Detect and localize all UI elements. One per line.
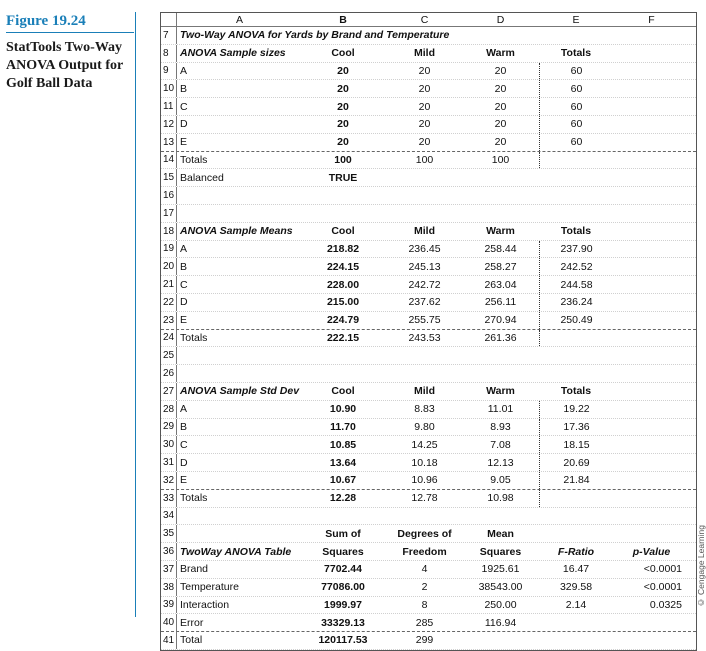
- cell-b[interactable]: 10.67: [329, 474, 357, 487]
- table-row: [161, 543, 696, 561]
- cell-e[interactable]: F-Ratio: [557, 545, 595, 558]
- table-row: [161, 472, 696, 490]
- cell-c[interactable]: Freedom: [402, 545, 447, 558]
- cell-a[interactable]: Balanced: [180, 171, 224, 184]
- cell-d[interactable]: 20: [494, 82, 507, 95]
- cell-d[interactable]: 9.05: [490, 474, 511, 487]
- cell-c[interactable]: 243.53: [408, 331, 441, 344]
- cell-a[interactable]: [177, 365, 299, 382]
- row-number[interactable]: 22: [161, 294, 177, 311]
- cell-b[interactable]: 10.90: [329, 403, 357, 416]
- cell-a[interactable]: B: [180, 420, 188, 433]
- row-number[interactable]: 13: [161, 134, 177, 151]
- cell-b[interactable]: 1999.97: [324, 598, 362, 611]
- cell-e[interactable]: 60: [539, 116, 613, 133]
- cell-b[interactable]: 228.00: [326, 278, 360, 291]
- cell-a[interactable]: Totals: [180, 153, 208, 166]
- row-number[interactable]: 7: [161, 27, 177, 44]
- cell-c[interactable]: [387, 365, 462, 382]
- cell-a[interactable]: D: [180, 118, 188, 131]
- cell-b[interactable]: 77086.00: [321, 581, 365, 594]
- cell-f[interactable]: [613, 383, 690, 400]
- row-number[interactable]: 15: [161, 169, 177, 186]
- cell-b[interactable]: 11.70: [330, 420, 356, 433]
- cell-a[interactable]: A: [180, 242, 188, 255]
- cell-e[interactable]: [539, 152, 613, 169]
- cell-d[interactable]: [462, 365, 539, 382]
- figure-caption-panel: [6, 13, 134, 93]
- table-row: [161, 312, 696, 330]
- table-row: [161, 365, 696, 383]
- cell-c[interactable]: [387, 508, 462, 525]
- cell-e[interactable]: [539, 187, 613, 204]
- row-number[interactable]: 25: [161, 347, 177, 364]
- cell-e[interactable]: [539, 365, 613, 382]
- cell-a[interactable]: [177, 508, 299, 525]
- cell-e[interactable]: [539, 632, 613, 649]
- cell-f[interactable]: [613, 401, 690, 418]
- cell-a[interactable]: Temperature: [180, 581, 239, 594]
- row-number[interactable]: 31: [161, 454, 177, 471]
- cell-e[interactable]: Totals: [560, 47, 592, 60]
- cell-f[interactable]: [613, 330, 690, 347]
- cell-d[interactable]: [462, 205, 539, 222]
- cell-c[interactable]: [387, 347, 462, 364]
- table-row: [161, 276, 696, 294]
- cell-c[interactable]: 10.96: [411, 474, 438, 487]
- cell-f[interactable]: [613, 80, 690, 97]
- row-number[interactable]: 11: [161, 98, 177, 115]
- table-row: [161, 187, 696, 205]
- cell-b[interactable]: Cool: [331, 47, 355, 60]
- cell-a[interactable]: C: [180, 100, 188, 113]
- cell-b[interactable]: 7702.44: [324, 563, 362, 576]
- cell-f[interactable]: [613, 258, 690, 275]
- cell-a[interactable]: B: [180, 260, 188, 273]
- cell-c[interactable]: Degrees of: [397, 527, 452, 540]
- cell-b[interactable]: 20: [337, 136, 349, 149]
- cell-a[interactable]: ANOVA Sample Means: [180, 225, 293, 238]
- table-row: [161, 80, 696, 98]
- cell-b[interactable]: Sum of: [325, 527, 361, 540]
- cell-f[interactable]: [613, 98, 690, 115]
- table-row: [161, 579, 696, 597]
- cell-b[interactable]: 20: [337, 82, 349, 95]
- figure-title: Figure 19.24: [6, 13, 134, 33]
- cell-d[interactable]: 100: [491, 153, 510, 166]
- cell-e[interactable]: 242.52: [539, 258, 613, 275]
- cell-e[interactable]: [539, 525, 613, 542]
- cell-e[interactable]: 20.69: [539, 454, 613, 471]
- row-number[interactable]: 27: [161, 383, 177, 400]
- cell-e[interactable]: 236.24: [539, 294, 613, 311]
- cell-c[interactable]: 10.18: [411, 456, 438, 469]
- cell-f[interactable]: [613, 312, 690, 329]
- table-row: [161, 45, 696, 63]
- cell-e[interactable]: [539, 614, 613, 631]
- cell-a[interactable]: Totals: [180, 492, 208, 505]
- column-header-a[interactable]: A: [235, 13, 243, 26]
- row-number[interactable]: 14: [161, 152, 177, 169]
- cell-b[interactable]: [299, 365, 387, 382]
- table-row: [161, 134, 696, 152]
- table-row: [161, 27, 696, 45]
- table-row: [161, 632, 696, 650]
- cell-e[interactable]: 18.15: [539, 436, 613, 453]
- cell-d[interactable]: 12.13: [487, 456, 514, 469]
- cell-f[interactable]: [613, 116, 690, 133]
- cell-e[interactable]: 329.58: [559, 581, 593, 594]
- cell-d[interactable]: 20: [494, 136, 507, 149]
- cell-b[interactable]: [299, 205, 387, 222]
- cell-e[interactable]: 19.22: [539, 401, 613, 418]
- cell-f[interactable]: [613, 365, 690, 382]
- cell-d[interactable]: 10.98: [487, 492, 514, 505]
- cell-a[interactable]: E: [180, 474, 188, 487]
- table-row: [161, 116, 696, 134]
- cell-e[interactable]: 60: [539, 80, 613, 97]
- table-row: [161, 258, 696, 276]
- cell-b[interactable]: Cool: [331, 225, 355, 238]
- column-header-e[interactable]: E: [572, 13, 580, 26]
- cell-b[interactable]: 218.82: [326, 242, 360, 255]
- column-header-row: [161, 13, 696, 27]
- cell-a[interactable]: A: [180, 403, 188, 416]
- sheet-title-cell[interactable]: Two-Way ANOVA for Yards by Brand and Temperature: [180, 29, 450, 42]
- row-number[interactable]: 35: [161, 525, 177, 542]
- figure-caption: StatTools Two-Way ANOVA Output for Golf Ball Data: [6, 40, 123, 91]
- cell-b[interactable]: 13.64: [329, 456, 357, 469]
- cell-d[interactable]: [462, 347, 539, 364]
- cell-e[interactable]: [539, 490, 613, 507]
- cell-d[interactable]: 1925.61: [481, 563, 520, 576]
- cell-e[interactable]: 244.58: [539, 276, 613, 293]
- cell-f[interactable]: [613, 347, 690, 364]
- cell-a[interactable]: ANOVA Sample Std Dev: [180, 385, 300, 398]
- row-number[interactable]: 34: [161, 508, 177, 525]
- cell-d[interactable]: [462, 632, 539, 649]
- cell-a[interactable]: E: [180, 314, 188, 327]
- table-row: [161, 98, 696, 116]
- cell-a[interactable]: [177, 187, 299, 204]
- column-header-c[interactable]: C: [420, 13, 429, 26]
- cell-d[interactable]: [462, 169, 539, 186]
- cell-d[interactable]: 38543.00: [478, 581, 523, 594]
- cell-e[interactable]: 17.36: [539, 419, 613, 436]
- cell-f[interactable]: [613, 454, 690, 471]
- cell-e[interactable]: 16.47: [562, 563, 590, 576]
- cell-a[interactable]: C: [180, 278, 188, 291]
- row-number[interactable]: 38: [161, 579, 177, 596]
- cell-d[interactable]: 7.08: [490, 438, 511, 451]
- cell-c[interactable]: 8.83: [414, 403, 435, 416]
- row-number[interactable]: 12: [161, 116, 177, 133]
- row-number[interactable]: 23: [161, 312, 177, 329]
- cell-c[interactable]: 14.25: [411, 438, 438, 451]
- row-number[interactable]: 33: [161, 490, 177, 507]
- cell-f[interactable]: [613, 436, 690, 453]
- table-row: [161, 205, 696, 223]
- cell-d[interactable]: Warm: [486, 385, 515, 398]
- cell-d[interactable]: 8.93: [490, 420, 511, 433]
- cell-b[interactable]: Squares: [322, 545, 364, 558]
- table-row: [161, 294, 696, 312]
- table-row: [161, 454, 696, 472]
- cell-a[interactable]: Totals: [180, 331, 208, 344]
- divider: [135, 12, 136, 617]
- cell-a[interactable]: Interaction: [180, 598, 230, 611]
- cell-d[interactable]: 258.44: [484, 242, 517, 255]
- row-number[interactable]: 20: [161, 258, 177, 275]
- cell-e[interactable]: 60: [539, 134, 613, 151]
- cell-f[interactable]: [613, 134, 690, 151]
- cell-c[interactable]: [387, 187, 462, 204]
- cell-f[interactable]: [613, 45, 690, 62]
- cell-e[interactable]: Totals: [560, 225, 592, 238]
- cell-a[interactable]: [177, 347, 299, 364]
- table-row: [161, 597, 696, 615]
- cell-b[interactable]: 10.85: [329, 438, 357, 451]
- cell-c[interactable]: 299: [415, 634, 434, 647]
- cell-c[interactable]: 245.13: [408, 260, 441, 273]
- cell-d[interactable]: [462, 187, 539, 204]
- table-row: [161, 223, 696, 241]
- row-number[interactable]: 41: [161, 632, 177, 649]
- cell-f[interactable]: [613, 525, 690, 542]
- row-number[interactable]: 36: [161, 543, 177, 560]
- table-row: [161, 419, 696, 437]
- cell-f[interactable]: [613, 241, 690, 258]
- cell-a[interactable]: D: [180, 456, 188, 469]
- cell-c[interactable]: 4: [421, 563, 428, 576]
- cell-c[interactable]: 237.62: [408, 296, 441, 309]
- cell-e[interactable]: 60: [539, 98, 613, 115]
- cell-e[interactable]: Totals: [560, 385, 592, 398]
- cell-d[interactable]: [462, 508, 539, 525]
- cell-f[interactable]: p-Value: [632, 545, 671, 558]
- cell-a[interactable]: Error: [180, 616, 204, 629]
- cell-c[interactable]: 20: [418, 82, 431, 95]
- cell-c[interactable]: [387, 205, 462, 222]
- table-row: [161, 490, 696, 508]
- cell-f[interactable]: [613, 187, 690, 204]
- cell-e[interactable]: 60: [539, 63, 613, 80]
- cell-b[interactable]: 12.28: [329, 492, 357, 505]
- row-number[interactable]: 28: [161, 401, 177, 418]
- row-number[interactable]: 9: [161, 63, 177, 80]
- cell-e[interactable]: [539, 169, 613, 186]
- cell-f[interactable]: [613, 276, 690, 293]
- cell-b[interactable]: 20: [337, 118, 349, 131]
- cell-d[interactable]: Squares: [479, 545, 522, 558]
- cell-c[interactable]: 242.72: [408, 278, 441, 291]
- cell-e[interactable]: [539, 205, 613, 222]
- cell-f[interactable]: [613, 152, 690, 169]
- cell-d[interactable]: 258.27: [484, 260, 517, 273]
- cell-a[interactable]: [177, 205, 299, 222]
- cell-c[interactable]: 8: [421, 598, 428, 611]
- cell-b[interactable]: Cool: [331, 385, 355, 398]
- cell-d[interactable]: Warm: [486, 47, 515, 60]
- table-row: [161, 508, 696, 526]
- row-number[interactable]: 39: [161, 597, 177, 614]
- cell-d[interactable]: 256.11: [484, 296, 517, 309]
- table-row: [161, 152, 696, 170]
- cell-c[interactable]: 100: [415, 153, 434, 166]
- corner-cell[interactable]: [161, 13, 177, 26]
- table-row: [161, 241, 696, 259]
- cell-a[interactable]: TwoWay ANOVA Table: [180, 545, 292, 558]
- cell-f[interactable]: [613, 205, 690, 222]
- row-number[interactable]: 29: [161, 419, 177, 436]
- row-number[interactable]: 37: [161, 561, 177, 578]
- row-number[interactable]: 16: [161, 187, 177, 204]
- cell-f[interactable]: [613, 294, 690, 311]
- table-row: [161, 383, 696, 401]
- cell-d[interactable]: Mean: [487, 527, 514, 540]
- cell-f[interactable]: [613, 490, 690, 507]
- cell-a[interactable]: D: [180, 296, 188, 309]
- cell-c[interactable]: 2: [421, 581, 428, 594]
- cell-b[interactable]: [299, 187, 387, 204]
- cell-b[interactable]: [299, 508, 387, 525]
- row-number[interactable]: 19: [161, 241, 177, 258]
- cell-a[interactable]: Brand: [180, 563, 209, 576]
- cell-f[interactable]: [613, 632, 690, 649]
- cell-f[interactable]: 0.0325: [649, 598, 682, 611]
- row-number[interactable]: 18: [161, 223, 177, 240]
- cell-b[interactable]: TRUE: [328, 171, 358, 184]
- cell-f[interactable]: [613, 419, 690, 436]
- cell-c[interactable]: 20: [418, 118, 431, 131]
- cell-c[interactable]: 20: [418, 64, 431, 77]
- cell-c[interactable]: 12.78: [411, 492, 438, 505]
- cell-b[interactable]: 215.00: [326, 296, 360, 309]
- cell-f[interactable]: [613, 169, 690, 186]
- cell-a[interactable]: Total: [180, 634, 203, 647]
- cell-c[interactable]: Mild: [414, 225, 435, 238]
- cell-f[interactable]: [613, 63, 690, 80]
- row-number[interactable]: 24: [161, 330, 177, 347]
- cell-b[interactable]: 222.15: [326, 331, 360, 344]
- cell-d[interactable]: 250.00: [484, 598, 517, 611]
- cell-a[interactable]: B: [180, 82, 188, 95]
- row-number[interactable]: 8: [161, 45, 177, 62]
- cell-a[interactable]: [177, 525, 299, 542]
- cell-a[interactable]: E: [180, 136, 188, 149]
- cell-e[interactable]: 21.84: [539, 472, 613, 489]
- table-row: [161, 169, 696, 187]
- table-row: [161, 401, 696, 419]
- cell-f[interactable]: [613, 508, 690, 525]
- cell-b[interactable]: [299, 347, 387, 364]
- cell-f[interactable]: <0.0001: [643, 581, 682, 594]
- row-number[interactable]: 21: [161, 276, 177, 293]
- column-header-d[interactable]: D: [496, 13, 505, 26]
- cell-b[interactable]: 100: [334, 153, 352, 166]
- table-row: [161, 436, 696, 454]
- column-header-f[interactable]: F: [648, 13, 655, 26]
- table-row: [161, 614, 696, 632]
- table-row: [161, 63, 696, 81]
- table-row: [161, 525, 696, 543]
- cell-b[interactable]: 120117.53: [318, 634, 368, 647]
- cell-d[interactable]: 261.36: [484, 331, 517, 344]
- cell-a[interactable]: A: [180, 64, 188, 77]
- column-header-b[interactable]: B: [339, 13, 347, 26]
- cell-c[interactable]: 20: [418, 136, 431, 149]
- cell-c[interactable]: 255.75: [408, 314, 441, 327]
- row-number[interactable]: 26: [161, 365, 177, 382]
- cell-f[interactable]: <0.0001: [643, 563, 682, 576]
- cell-c[interactable]: 20: [418, 100, 431, 113]
- cell-d[interactable]: 20: [494, 64, 507, 77]
- row-number[interactable]: 40: [161, 614, 177, 631]
- cell-a[interactable]: C: [180, 438, 188, 451]
- cell-b[interactable]: 20: [337, 64, 349, 77]
- cell-d[interactable]: 11.01: [487, 403, 514, 416]
- cell-e[interactable]: 2.14: [565, 598, 587, 611]
- cell-c[interactable]: 9.80: [414, 420, 435, 433]
- cell-e[interactable]: [539, 347, 613, 364]
- cell-c[interactable]: [387, 169, 462, 186]
- credit-text: © Cengage Learning: [696, 525, 706, 608]
- cell-c[interactable]: 285: [415, 616, 434, 629]
- spreadsheet: [160, 12, 697, 651]
- cell-e[interactable]: [539, 508, 613, 525]
- row-number[interactable]: 32: [161, 472, 177, 489]
- cell-b[interactable]: 20: [337, 100, 349, 113]
- cell-e[interactable]: 237.90: [539, 241, 613, 258]
- cell-e[interactable]: [539, 330, 613, 347]
- cell-c[interactable]: Mild: [414, 385, 435, 398]
- cell-b[interactable]: 224.79: [326, 314, 360, 327]
- cell-f[interactable]: [613, 614, 690, 631]
- cell-f[interactable]: [613, 223, 690, 240]
- table-row: [161, 347, 696, 365]
- cell-c[interactable]: Mild: [414, 47, 435, 60]
- row-number[interactable]: 10: [161, 80, 177, 97]
- row-number[interactable]: 30: [161, 436, 177, 453]
- cell-e[interactable]: 250.49: [539, 312, 613, 329]
- cell-b[interactable]: 33329.13: [321, 616, 365, 629]
- cell-d[interactable]: 20: [494, 118, 507, 131]
- cell-f[interactable]: [613, 472, 690, 489]
- cell-a[interactable]: ANOVA Sample sizes: [180, 47, 286, 60]
- table-row: [161, 330, 696, 348]
- cell-d[interactable]: 263.04: [484, 278, 517, 291]
- row-number[interactable]: 17: [161, 205, 177, 222]
- cell-d[interactable]: 270.94: [484, 314, 517, 327]
- table-row: [161, 561, 696, 579]
- cell-d[interactable]: Warm: [486, 225, 515, 238]
- cell-d[interactable]: 20: [494, 100, 507, 113]
- cell-c[interactable]: 236.45: [408, 242, 441, 255]
- cell-d[interactable]: 116.94: [484, 616, 517, 629]
- cell-b[interactable]: 224.15: [326, 260, 360, 273]
